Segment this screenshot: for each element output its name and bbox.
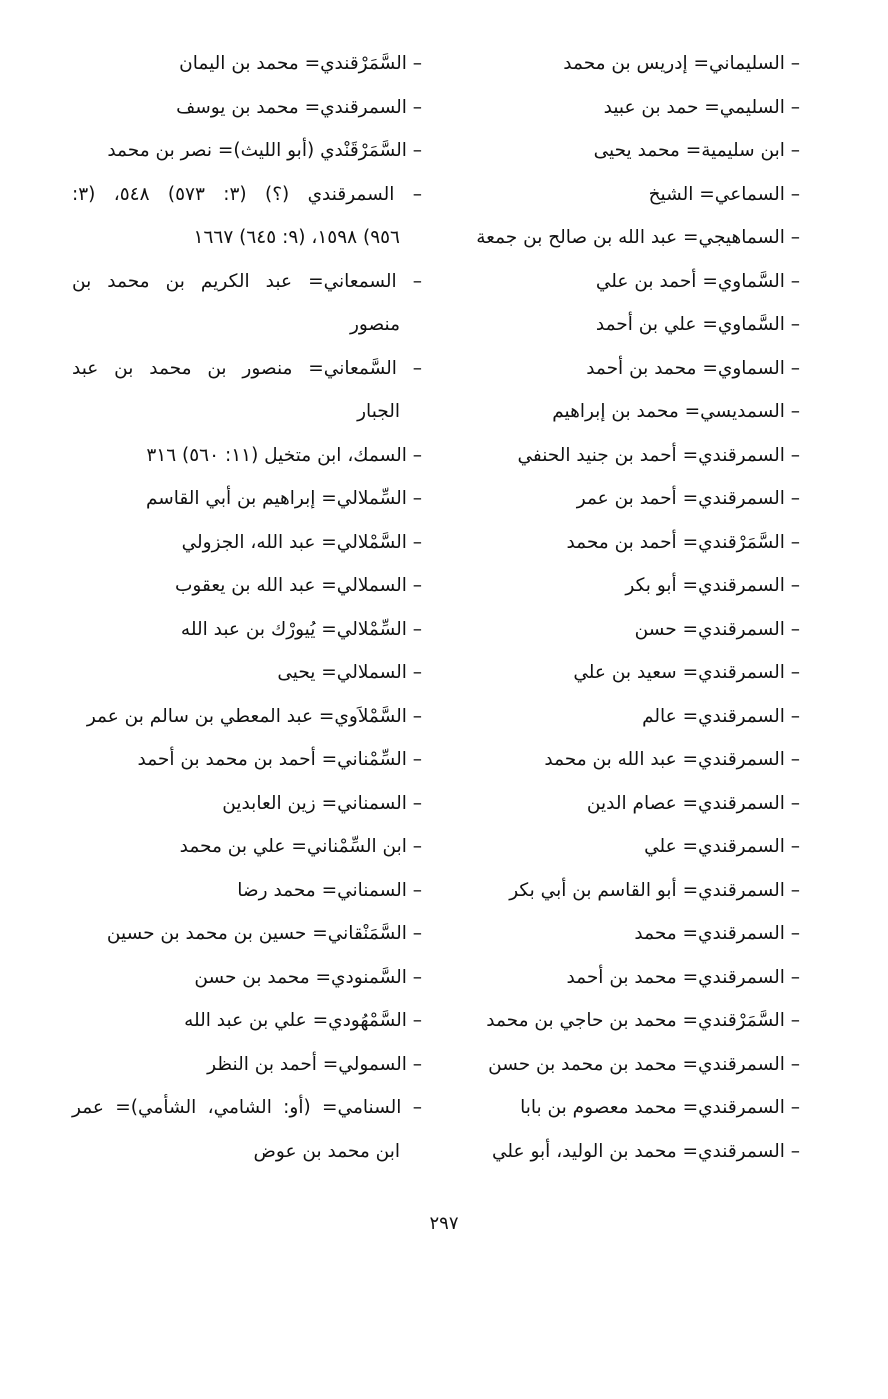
index-entry: – السمرقندي= حسن <box>634 618 800 640</box>
index-entry: – السمرقندي= محمد بن أحمد <box>566 966 800 988</box>
index-entry: – السمرقندي (؟) (٣: ٥٧٣) ٥٤٨، (٣: <box>72 183 422 205</box>
index-entry: – السَّمَرْقندي= محمد بن حاجي بن محمد <box>486 1010 800 1031</box>
index-entry: – السَّمنودي= محمد بن حسن <box>194 966 422 988</box>
index-entry: – السمديسي= محمد بن إبراهيم <box>552 401 800 422</box>
index-entry: – السماوي= محمد بن أحمد <box>586 357 800 379</box>
index-entry: – السَّمعاني= منصور بن محمد بن عبد <box>72 357 422 379</box>
index-entry: – السمرقندي= أحمد بن جنيد الحنفي <box>517 444 800 466</box>
index-entry: – السِّملالي= إبراهيم بن أبي القاسم <box>145 488 422 509</box>
index-entry: – السمرقندي= عصام الدين <box>586 792 800 814</box>
index-entry: – السماعي= الشيخ <box>648 183 800 205</box>
index-entry: – السملالي= عبد الله بن يعقوب <box>174 575 422 596</box>
index-entry: – السَّمَنْقاني= حسين بن محمد بن حسين <box>106 923 422 944</box>
index-entry: – السماهيجي= عبد الله بن صالح بن جمعة <box>476 227 800 248</box>
index-entry-continuation: الجبار <box>357 401 400 422</box>
index-entry: – السَّمْلالي= عبد الله، الجزولي <box>181 531 422 553</box>
index-entry: – السمرقندي= أبو بكر <box>625 575 800 596</box>
index-entry: – ابن السِّمْناني= علي بن محمد <box>179 836 422 857</box>
index-entry: – السملالي= يحيى <box>277 662 422 683</box>
index-entry-continuation: منصور <box>349 314 400 335</box>
index-entry: – السمناني= زين العابدين <box>222 792 422 814</box>
index-entry: – السَّمَرْقندي= محمد بن اليمان <box>179 53 422 74</box>
index-entry: – السِّمْناني= أحمد بن محمد بن أحمد <box>137 749 422 770</box>
index-entry: – السمرقندي= عالم <box>642 705 800 727</box>
index-entry: – السَّماوي= أحمد بن علي <box>595 270 800 292</box>
index-entry: – السمرقندي= أحمد بن عمر <box>576 488 800 509</box>
index-entry: – السَّمْلاَوي= عبد المعطي بن سالم بن عمر <box>86 705 422 727</box>
index-entry: – السليمي= حمد بن عبيد <box>603 96 800 118</box>
index-entry: – السمعاني= عبد الكريم بن محمد بن <box>72 270 422 292</box>
index-entry: – السنامي= (أو: الشامي، الشأمي)= عمر <box>72 1097 422 1118</box>
index-entry: – السليماني= إدريس بن محمد <box>563 53 800 74</box>
index-entry: – السَّمْهُودي= علي بن عبد الله <box>184 1010 422 1031</box>
index-entry: – السمرقندي= عبد الله بن محمد <box>544 749 800 770</box>
index-entry: – السمرقندي= علي <box>644 836 800 857</box>
index-column-right <box>455 42 800 1173</box>
index-entry: – السَّماوي= علي بن أحمد <box>595 314 800 335</box>
index-entry: – السمرقندي= محمد معصوم بن بابا <box>520 1097 800 1118</box>
index-entry: – السمناني= محمد رضا <box>237 879 422 901</box>
index-entry: – السَّمَرْقَنْدي (أبو الليث)= نصر بن محمد <box>107 140 422 161</box>
index-entry: – السمرقندي= محمد <box>634 923 800 944</box>
index-entry: – السمرقندي= محمد بن يوسف <box>176 96 422 118</box>
index-entry: – السمرقندي= محمد بن محمد بن حسن <box>488 1053 800 1075</box>
index-entry: – السَّمَرْقندي= أحمد بن محمد <box>566 531 800 553</box>
index-entry-continuation: ابن محمد بن عوض <box>253 1140 400 1162</box>
page-number: ٢٩٧ <box>429 1213 459 1234</box>
index-column-left <box>72 42 422 1173</box>
index-entry: – ابن سليمية= محمد يحيى <box>593 140 800 161</box>
index-entry: – السِّمْلالي= يُيورْك بن عبد الله <box>180 618 422 640</box>
index-entry-continuation: ٩٥٦) ١٥٩٨، (٩: ٦٤٥) ١٦٦٧ <box>193 227 400 248</box>
index-entry: – السمك، ابن متخيل (١١: ٥٦٠) ٣١٦ <box>146 444 422 466</box>
index-entry: – السمرقندي= محمد بن الوليد، أبو علي <box>492 1140 800 1162</box>
index-entry: – السمرقندي= أبو القاسم بن أبي بكر <box>509 879 800 901</box>
index-entry: – السمولي= أحمد بن النظر <box>207 1053 422 1075</box>
index-entry: – السمرقندي= سعيد بن علي <box>573 662 800 683</box>
